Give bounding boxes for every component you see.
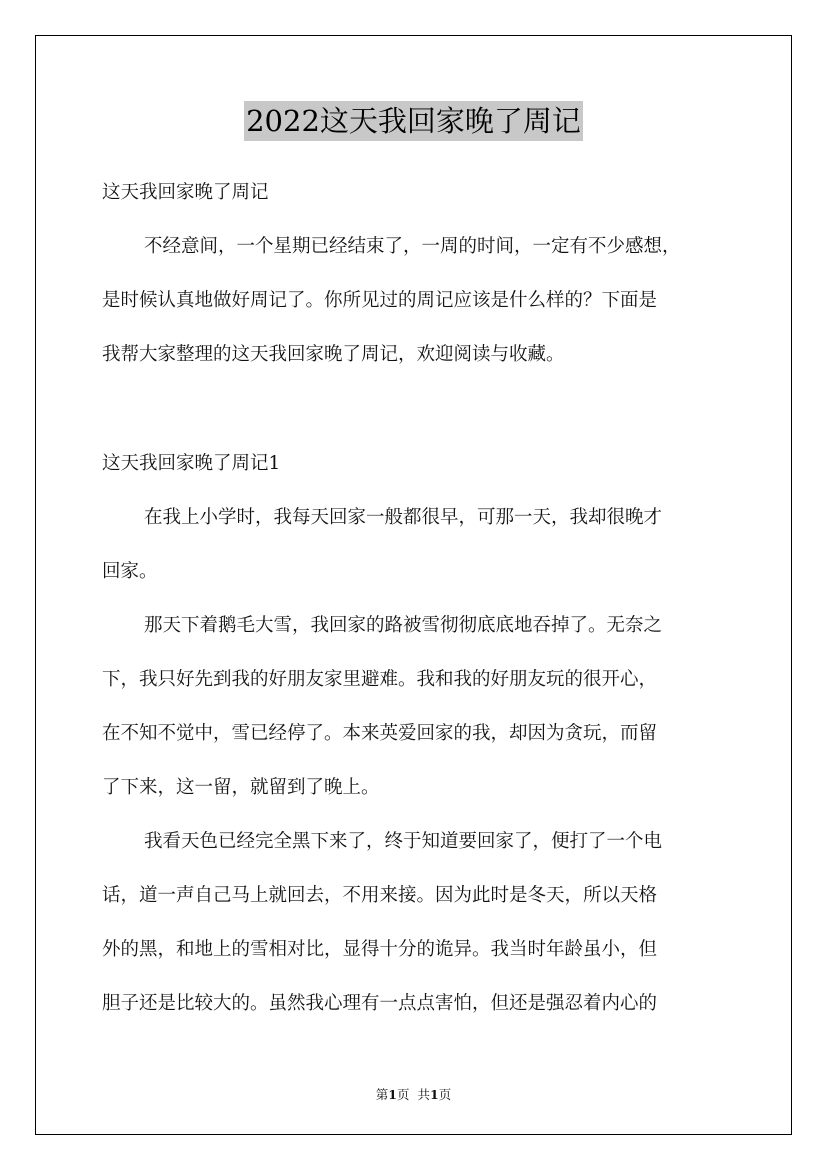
- page-footer: [0, 1085, 827, 1103]
- page-prefix: 第: [375, 1087, 389, 1102]
- text-line: 在不知不觉中，雪已经停了。本来英爱回家的我，却因为贪玩，而留: [102, 723, 658, 744]
- page-suffix: 页: [397, 1087, 410, 1102]
- page-number: 1: [388, 1087, 397, 1102]
- text-line: 我帮大家整理的这天我回家晚了周记，欢迎阅读与收藏。: [102, 344, 565, 365]
- document-title: 2022这天我回家晚了周记: [244, 101, 583, 141]
- text-line: 是时候认真地做好周记了。你所见过的周记应该是什么样的？下面是: [102, 290, 658, 311]
- text-line: 我看天色已经完全黑下来了，终于知道要回家了，便打了一个电: [144, 831, 663, 852]
- text-line: 不经意间，一个星期已经结束了，一周的时间，一定有不少感想，: [144, 236, 681, 257]
- text-line: 回家。: [102, 561, 158, 582]
- text-line: 外的黑，和地上的雪相对比，显得十分的诡异。我当时年龄虽小，但: [102, 939, 658, 960]
- text-line: 这天我回家晚了周记: [102, 182, 269, 203]
- text-line: 了下来，这一留，就留到了晚上。: [102, 777, 380, 798]
- text-line: 在我上小学时，我每天回家一般都很早，可那一天，我却很晚才: [144, 507, 663, 528]
- total-pages: 1: [429, 1087, 439, 1102]
- text-line: 话，道一声自己马上就回去，不用来接。因为此时是冬天，所以天格: [102, 885, 658, 906]
- total-prefix: 共: [417, 1087, 430, 1102]
- document-title-wrap: [0, 101, 827, 141]
- section-heading: 这天我回家晚了周记1: [102, 453, 281, 474]
- total-suffix: 页: [438, 1087, 452, 1102]
- text-line: 胆子还是比较大的。虽然我心理有一点点害怕，但还是强忍着内心的: [102, 993, 658, 1014]
- text-line: 那天下着鹅毛大雪，我回家的路被雪彻彻底底地吞掉了。无奈之: [144, 615, 663, 636]
- text-line: 下，我只好先到我的好朋友家里避难。我和我的好朋友玩的很开心，: [102, 669, 658, 690]
